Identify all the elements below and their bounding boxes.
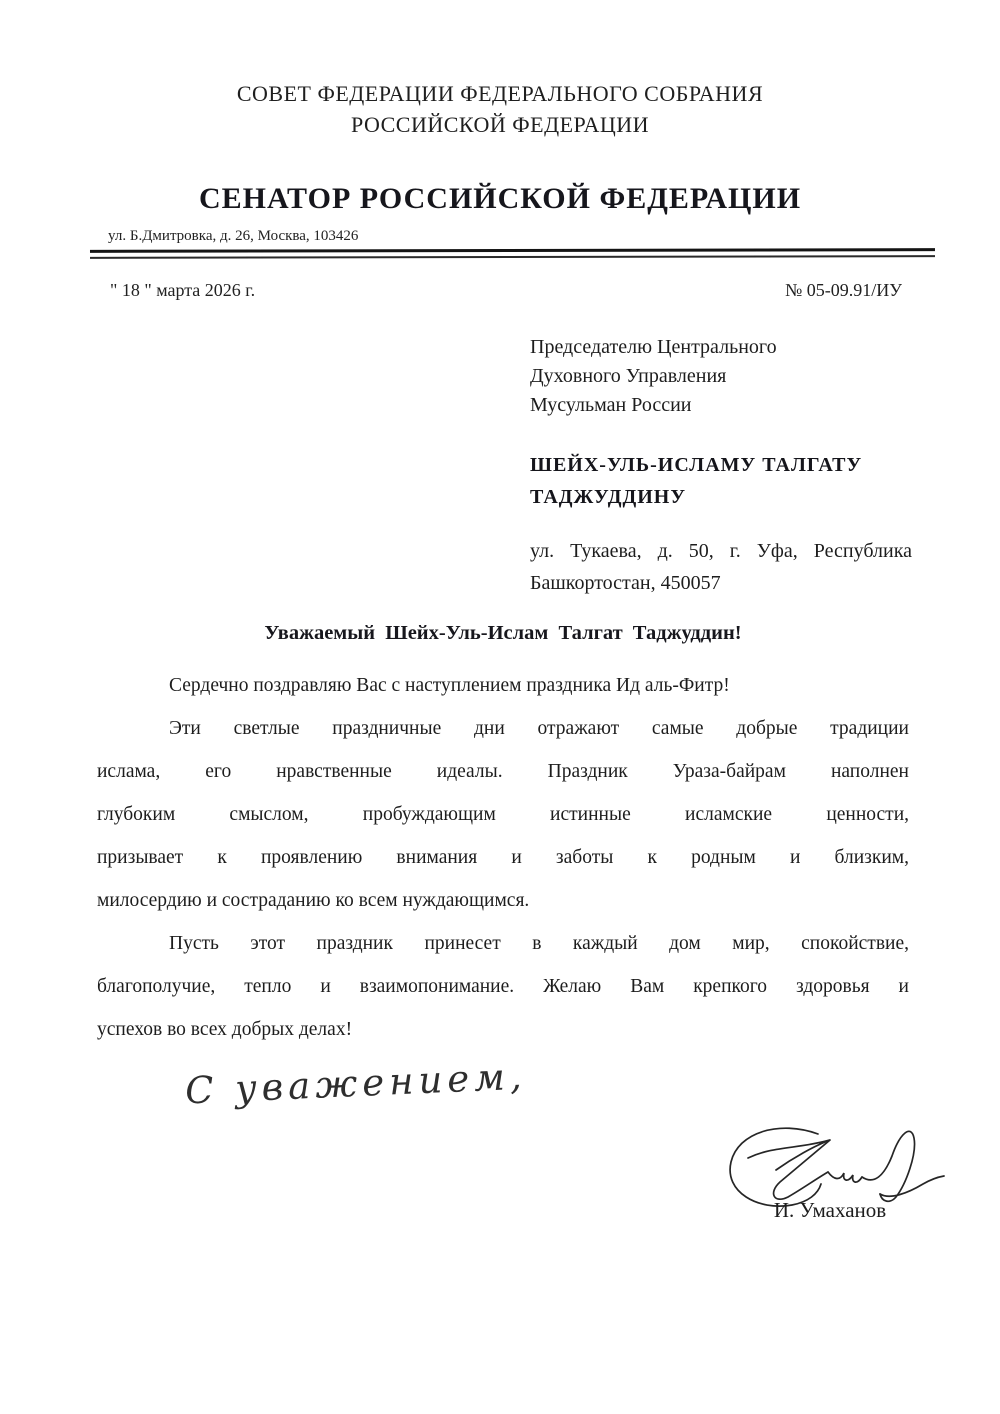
recipient-position-line: Председателю Центрального	[530, 336, 777, 358]
body-line: милосердию и состраданию ко всем нуждающимся.	[97, 890, 530, 911]
recipient-address-line: Башкортостан, 450057	[530, 572, 721, 594]
recipient-name-line: ТАДЖУДДИНУ	[530, 486, 687, 508]
recipient-address-line: ул. Тукаева, д. 50, г. Уфа, Республика	[530, 540, 912, 562]
org-line-1: СОВЕТ ФЕДЕРАЦИИ ФЕДЕРАЛЬНОГО СОБРАНИЯ	[236, 81, 764, 106]
letterhead-divider	[90, 248, 935, 259]
body-line: ислама, его нравственные идеалы. Праздник Ураза-байрам наполнен	[97, 761, 909, 782]
letter-number: № 05-09.91/ИУ	[785, 280, 902, 300]
letterhead-org	[0, 78, 1000, 140]
valediction-handwritten: С уважением,	[184, 1054, 528, 1113]
recipient-position-line: Духовного Управления	[530, 365, 727, 387]
body-line: призывает к проявлению внимания и заботы к родным и близким,	[97, 847, 909, 868]
body-line: успехов во всех добрых делах!	[97, 1019, 353, 1040]
body-line: глубоким смыслом, пробуждающим истинные исламские ценности,	[97, 804, 909, 825]
salutation: Уважаемый Шейх-Уль-Ислам Талгат Таджуддин!	[264, 622, 742, 644]
org-line-2: РОССИЙСКОЙ ФЕДЕРАЦИИ	[350, 112, 650, 137]
body-line: Сердечно поздравляю Вас с наступлением праздника Ид аль-Фитр!	[169, 675, 730, 696]
body-line: Эти светлые праздничные дни отражают самые добрые традиции	[169, 718, 909, 739]
letterhead-title: СЕНАТОР РОССИЙСКОЙ ФЕДЕРАЦИИ	[198, 182, 802, 215]
letter-body	[97, 664, 909, 1051]
recipient-address	[530, 535, 912, 599]
recipient-position-line: Мусульман России	[530, 394, 692, 416]
body-line: благополучие, тепло и взаимопонимание. Желаю Вам крепкого здоровья и	[97, 976, 909, 997]
signer-name: И. Умаханов	[773, 1198, 887, 1222]
letter-date: " 18 " марта 2026 г.	[110, 280, 256, 300]
recipient-block	[530, 333, 912, 599]
letterhead-address: ул. Б.Дмитровка, д. 26, Москва, 103426	[108, 228, 359, 244]
meta-row	[110, 280, 902, 301]
recipient-name-line: ШЕЙХ-УЛЬ-ИСЛАМУ ТАЛГАТУ	[530, 454, 863, 476]
recipient-name	[530, 449, 912, 513]
body-line: Пусть этот праздник принесет в каждый дом мир, спокойствие,	[169, 933, 909, 954]
